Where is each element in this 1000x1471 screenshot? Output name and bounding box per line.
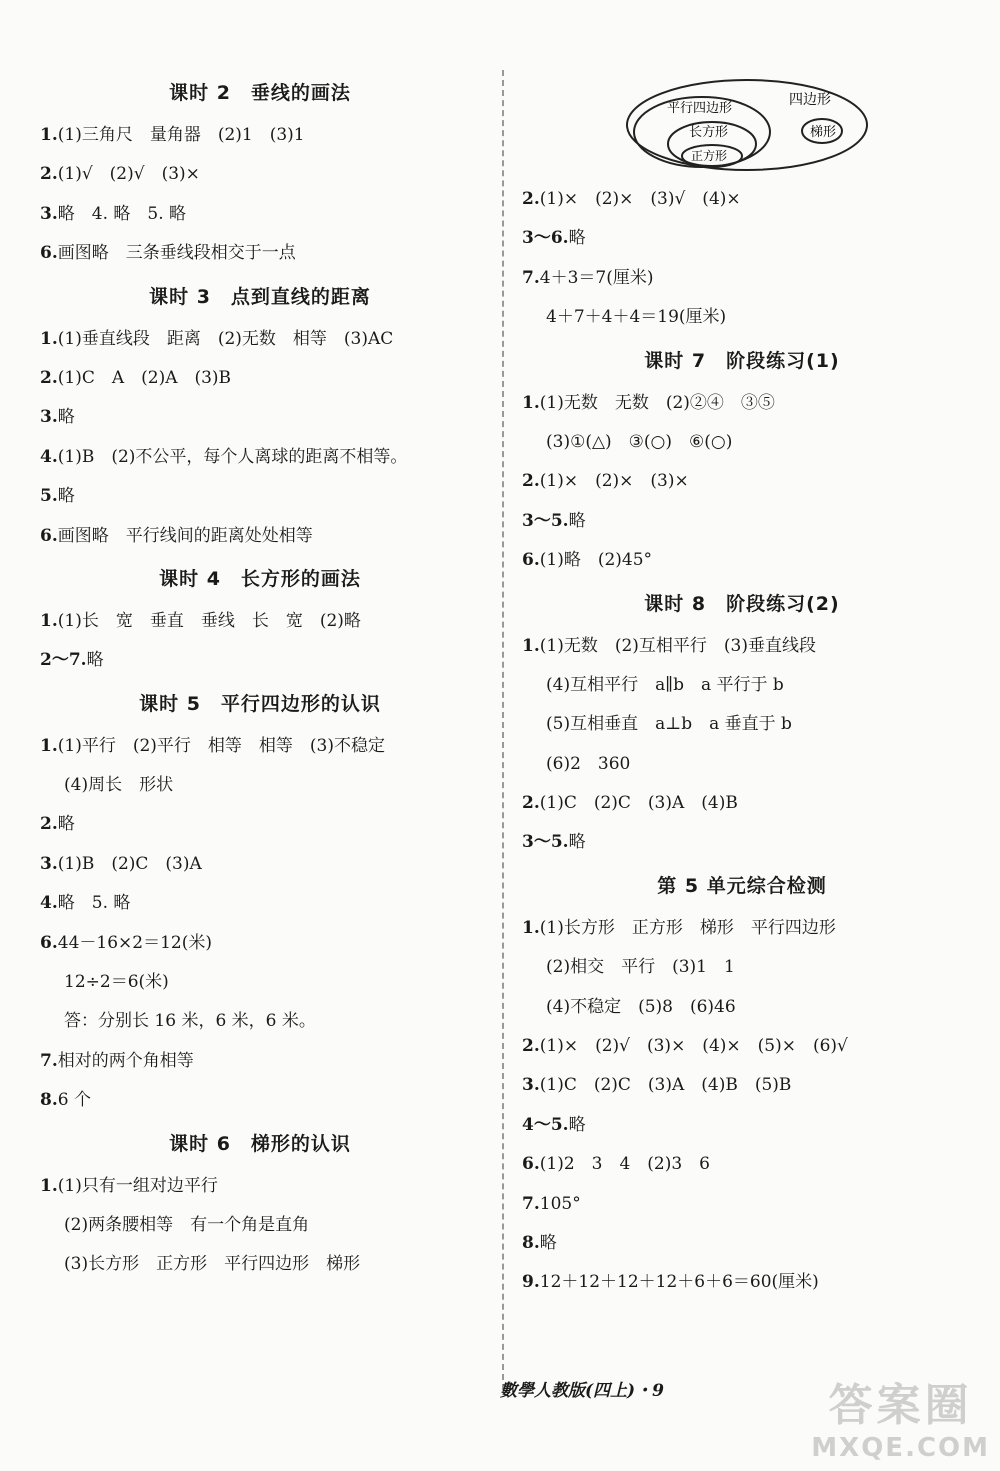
page-footer: 數學人教版(四上)・9 — [500, 1381, 664, 1401]
section-title-text: 课时 2 垂线的画法 — [169, 82, 351, 104]
answer-line — [40, 805, 480, 844]
answer-line — [40, 438, 480, 477]
answer-line — [40, 155, 480, 194]
answer-text: (4)不稳定 (5)8 (6)46 — [546, 996, 736, 1017]
question-number: 3～5. — [522, 832, 569, 853]
answer-text: (1)三角尺 量角器 (2)1 (3)1 — [57, 125, 305, 145]
answer-text: (3)①(△) ③(○) ⑥(○) — [546, 431, 733, 452]
answer-line — [40, 477, 480, 516]
question-number: 7. — [522, 1193, 540, 1214]
question-number: 7. — [40, 1050, 58, 1071]
answer-line — [40, 1081, 480, 1120]
question-number: 9. — [522, 1272, 540, 1293]
answer-text: 6 个 — [57, 1090, 91, 1111]
section-title-text: 课时 6 梯形的认识 — [169, 1132, 351, 1155]
answer-text: (2)两条腰相等 有一个角是直角 — [64, 1214, 310, 1235]
question-number: 4～5. — [522, 1114, 569, 1135]
question-number: 3. — [522, 1075, 540, 1096]
answer-text: (1)只有一组对边平行 — [57, 1175, 218, 1196]
answer-text: (1)略 (2)45° — [539, 550, 653, 571]
answer-text: 44－16×2＝12(米) — [57, 932, 212, 953]
answer-text: 画图略 平行线间的距离处处相等 — [57, 525, 313, 546]
answer-text: (1)长方形 正方形 梯形 平行四边形 — [539, 917, 836, 938]
answer-line — [40, 963, 480, 1002]
question-number: 1. — [40, 1175, 58, 1196]
question-number: 4. — [40, 446, 58, 467]
section-title — [40, 274, 480, 320]
question-number: 6. — [40, 525, 58, 546]
answer-line — [522, 1224, 962, 1263]
answer-text: 12＋12＋12＋12＋6＋6＝60(厘米) — [539, 1272, 819, 1293]
question-number: 6. — [522, 1154, 540, 1175]
answer-line — [40, 1002, 480, 1041]
section-title — [40, 556, 480, 602]
question-number: 1. — [522, 392, 540, 413]
section-title — [40, 1121, 480, 1167]
question-number: 2. — [40, 814, 58, 835]
section-title-text: 课时 4 长方形的画法 — [159, 567, 361, 590]
answer-text: (4)互相平行 a∥b a 平行于 b — [546, 674, 784, 695]
left-column — [40, 70, 480, 1285]
answer-text: (1)B (2)不公平，每个人离球的距离不相等。 — [57, 446, 408, 467]
answer-text: (1)× (2)√ (3)× (4)× (5)× (6)√ — [539, 1036, 848, 1057]
question-number: 3. — [40, 853, 58, 874]
answer-text: 略 — [57, 486, 75, 507]
question-number: 2. — [40, 164, 58, 185]
question-number: 1. — [40, 610, 58, 631]
answer-line — [522, 1066, 962, 1105]
answer-line — [522, 705, 962, 744]
answer-text: 略 5. 略 — [57, 893, 131, 914]
answer-text: (2)相交 平行 (3)1 1 — [546, 957, 735, 978]
question-number: 3～5. — [522, 510, 569, 531]
answer-line — [40, 884, 480, 923]
answer-text: 答：分别长 16 米，6 米，6 米。 — [64, 1011, 316, 1032]
question-number: 3. — [40, 203, 58, 224]
question-number: 1. — [40, 125, 58, 145]
answer-line — [522, 627, 962, 666]
question-number: 3～6. — [522, 228, 569, 249]
answer-text: (1)B (2)C (3)A — [57, 853, 202, 874]
answer-line — [40, 1206, 480, 1245]
answer-text: (1)C (2)C (3)A (4)B — [539, 793, 738, 814]
answer-line — [40, 845, 480, 884]
section-title — [522, 863, 962, 909]
answer-line — [522, 541, 962, 580]
answer-line — [40, 359, 480, 398]
answer-line — [40, 517, 480, 556]
section-title — [40, 681, 480, 727]
answer-text: 略 — [568, 832, 586, 853]
answer-text: 105° — [539, 1193, 581, 1214]
section-title-text: 课时 7 阶段练习(1) — [644, 349, 840, 372]
answer-text: 略 — [568, 228, 586, 249]
answer-line — [522, 298, 962, 337]
answer-text: 略 — [86, 650, 104, 671]
answer-line — [522, 909, 962, 948]
question-number: 1. — [522, 917, 540, 938]
answer-text: 相对的两个角相等 — [57, 1050, 194, 1071]
question-number: 1. — [522, 635, 540, 656]
answer-text: 4＋7＋4＋4＝19(厘米) — [546, 307, 727, 328]
answer-line — [522, 784, 962, 823]
answer-line — [40, 641, 480, 680]
venn-label-quadrilateral: 四边形 — [789, 92, 831, 108]
section-title-text: 课时 3 点到直线的距离 — [149, 285, 371, 308]
answer-line — [522, 1145, 962, 1184]
question-number: 1. — [40, 328, 58, 349]
answer-text: (1)C (2)C (3)A (4)B (5)B — [539, 1075, 792, 1096]
answer-line — [522, 948, 962, 987]
question-number: 6. — [522, 550, 540, 571]
answer-line — [522, 666, 962, 705]
answer-line — [522, 1263, 962, 1302]
watermark-logo-text: 答案圈 — [828, 1380, 973, 1431]
answer-text: 画图略 三条垂线段相交于一点 — [57, 243, 296, 264]
answer-text: (1)× (2)× (3)√ (4)× — [539, 189, 741, 209]
watermark-url: MXQE.COM — [811, 1433, 990, 1463]
answer-line — [40, 398, 480, 437]
answer-text: 略 — [57, 407, 75, 428]
answer-line — [40, 1167, 480, 1206]
answer-line — [522, 823, 962, 862]
answer-text: 略 — [568, 1114, 586, 1135]
venn-svg — [522, 70, 962, 180]
question-number: 1. — [40, 735, 58, 756]
question-number: 5. — [40, 486, 58, 507]
question-number: 2. — [522, 1036, 540, 1057]
venn-label-trapezoid: 梯形 — [810, 125, 837, 140]
answer-line — [522, 745, 962, 784]
question-number: 2. — [522, 793, 540, 814]
answer-text: 略 — [57, 814, 75, 835]
answer-line — [40, 1042, 480, 1081]
answer-text: (1)2 3 4 (2)3 6 — [539, 1154, 710, 1175]
right-column — [522, 70, 962, 1303]
answer-line — [40, 766, 480, 805]
answer-line — [40, 924, 480, 963]
answer-text: (1)无数 (2)互相平行 (3)垂直线段 — [539, 635, 816, 656]
section-title — [40, 70, 480, 116]
answer-text: (1)C A (2)A (3)B — [57, 367, 232, 388]
answer-text: (4)周长 形状 — [64, 775, 174, 796]
answer-line — [522, 462, 962, 501]
answer-text: 4＋3＝7(厘米) — [539, 267, 654, 288]
answer-line — [40, 195, 480, 234]
question-number: 8. — [522, 1232, 540, 1253]
answer-text: (3)长方形 正方形 平行四边形 梯形 — [64, 1254, 361, 1275]
answer-text: 略 — [539, 1232, 557, 1253]
answer-line — [40, 320, 480, 359]
site-watermark — [811, 1369, 990, 1463]
question-number: 4. — [40, 893, 58, 914]
answer-line — [40, 727, 480, 766]
question-number: 8. — [40, 1090, 58, 1111]
answer-line — [40, 602, 480, 641]
right-column-lines — [522, 180, 962, 1303]
answer-line — [522, 423, 962, 462]
answer-text: 略 — [568, 510, 586, 531]
section-title-text: 课时 5 平行四边形的认识 — [139, 692, 381, 715]
answer-line — [522, 180, 962, 219]
answer-text: (1)垂直线段 距离 (2)无数 相等 (3)AC — [57, 328, 394, 349]
venn-label-square: 正方形 — [691, 149, 728, 163]
answer-line — [522, 259, 962, 298]
question-number: 2. — [40, 367, 58, 388]
section-title-text: 第 5 单元综合检测 — [657, 874, 827, 897]
answer-line — [40, 234, 480, 273]
section-title — [522, 338, 962, 384]
question-number: 6. — [40, 932, 58, 953]
answer-text: (1)√ (2)√ (3)× — [57, 164, 200, 185]
answer-text: 12÷2＝6(米) — [64, 972, 169, 993]
answer-text: (1)平行 (2)平行 相等 相等 (3)不稳定 — [57, 735, 385, 756]
question-number: 2. — [522, 189, 540, 209]
answer-text: 略 4. 略 5. 略 — [57, 203, 186, 224]
question-number: 2. — [522, 471, 540, 492]
answer-line — [522, 988, 962, 1027]
venn-label-rectangle: 长方形 — [689, 125, 729, 140]
answer-text: (1)长 宽 垂直 垂线 长 宽 (2)略 — [57, 610, 361, 631]
answer-line — [522, 502, 962, 541]
question-number: 6. — [40, 243, 58, 264]
answer-text: (1)无数 无数 (2)②④ ③⑤ — [539, 392, 775, 413]
answer-line — [522, 1106, 962, 1145]
answer-line — [40, 116, 480, 155]
venn-label-parallelogram: 平行四边形 — [667, 101, 733, 116]
answer-text: (5)互相垂直 a⊥b a 垂直于 b — [546, 714, 792, 735]
section-title-text: 课时 8 阶段练习(2) — [644, 592, 840, 615]
answer-line — [522, 1027, 962, 1066]
question-number: 2～7. — [40, 650, 87, 671]
answer-text: (1)× (2)× (3)× — [539, 471, 689, 492]
answer-line — [522, 1185, 962, 1224]
quadrilateral-venn-diagram — [522, 70, 962, 180]
question-number: 3. — [40, 407, 58, 428]
answer-text: (6)2 360 — [546, 753, 631, 774]
question-number: 7. — [522, 267, 540, 288]
answer-line — [522, 219, 962, 258]
answer-line — [522, 384, 962, 423]
section-title — [522, 581, 962, 627]
column-divider — [502, 70, 504, 1390]
answer-line — [40, 1245, 480, 1284]
